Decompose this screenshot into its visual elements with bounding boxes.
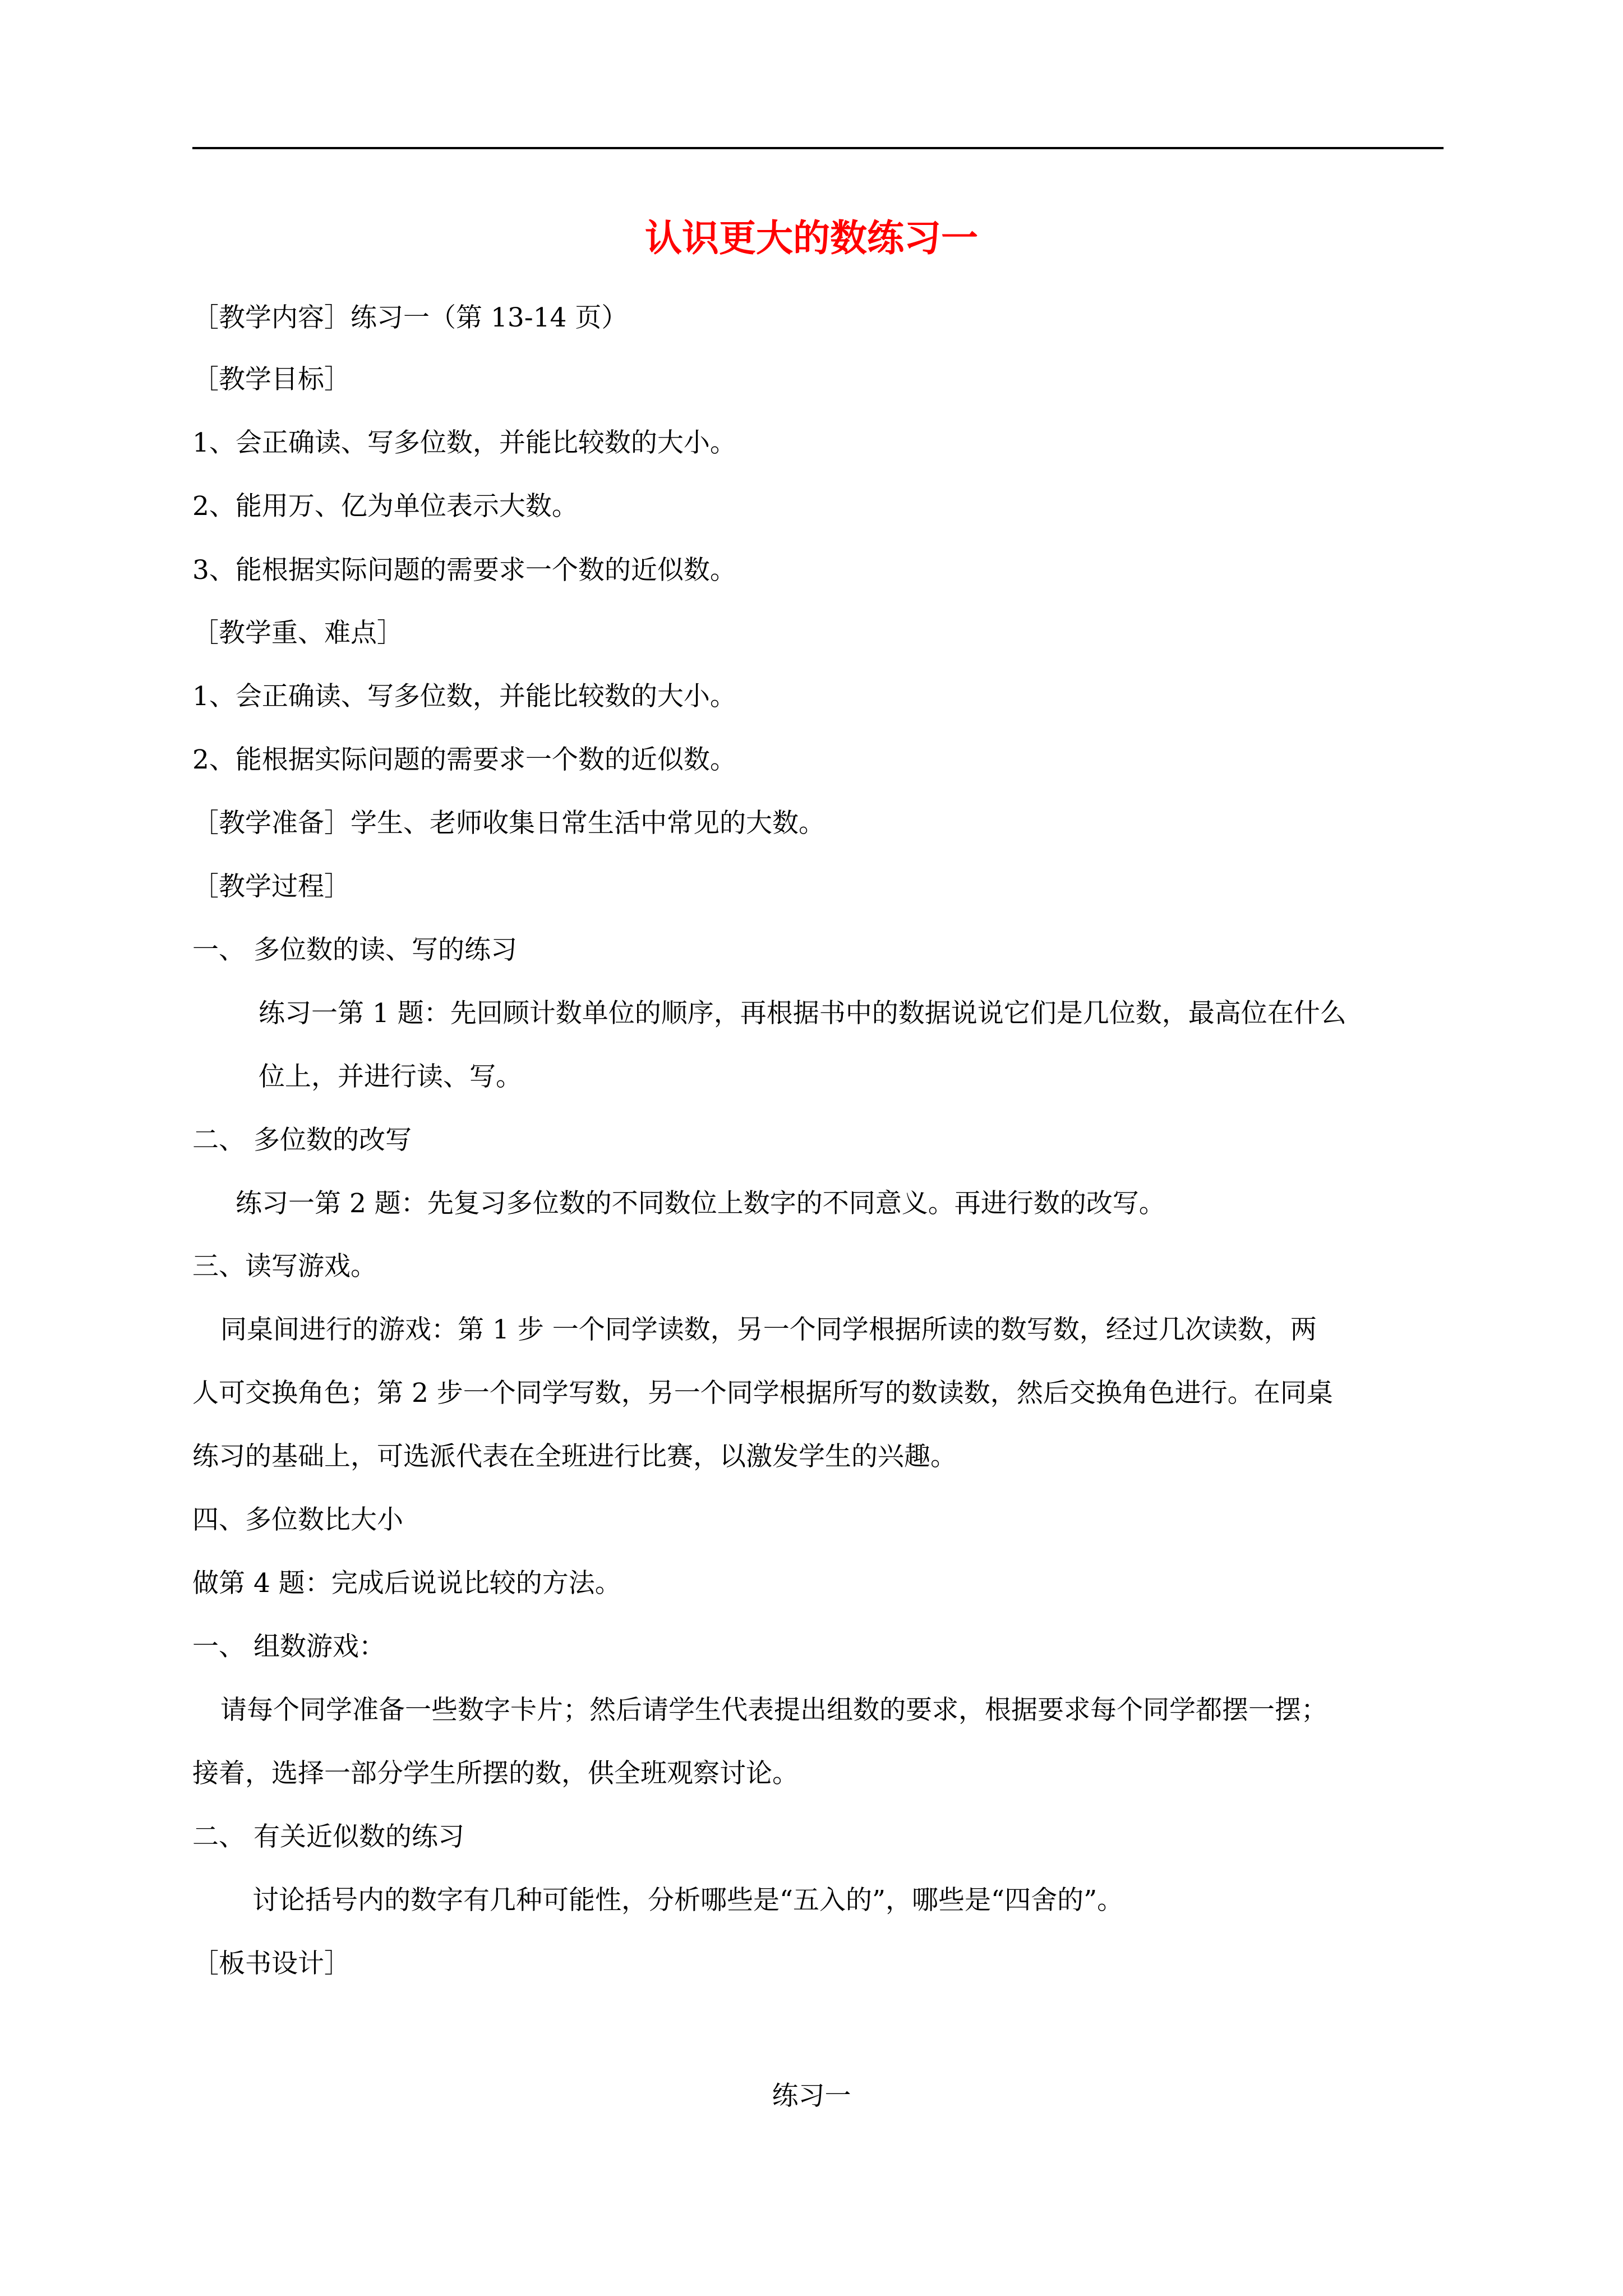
preparation-line: ［教学准备］学生、老师收集日常生活中常见的大数。 — [192, 808, 825, 839]
header-rule — [192, 147, 1444, 149]
board-design-heading: ［板书设计］ — [192, 1948, 351, 1979]
approximation-heading: 二、 有关近似数的练习 — [192, 1821, 464, 1852]
section-2-text: 练习一第 2 题：先复习多位数的不同数位上数字的不同意义。再进行数的改写。 — [236, 1188, 1165, 1219]
number-game-text-cont: 接着，选择一部分学生所摆的数，供全班观察讨论。 — [192, 1758, 799, 1789]
teaching-goals-heading: ［教学目标］ — [192, 364, 351, 395]
section-4-text: 做第 4 题：完成后说说比较的方法。 — [192, 1568, 621, 1599]
approximation-text: 讨论括号内的数字有几种可能性，分析哪些是“五入的”，哪些是“四舍的”。 — [252, 1885, 1124, 1916]
section-3-text-end: 练习的基础上，可选派代表在全班进行比赛，以激发学生的兴趣。 — [192, 1441, 957, 1472]
board-title: 练习一 — [772, 2081, 851, 2111]
section-3-heading: 三、读写游戏。 — [192, 1251, 377, 1282]
section-3-text: 同桌间进行的游戏：第 1 步 一个同学读数，另一个同学根据所读的数写数，经过几次读数，两 — [220, 1314, 1317, 1345]
key-point-2: 2、能根据实际问题的需要求一个数的近似数。 — [192, 744, 736, 775]
section-4-heading: 四、多位数比大小 — [192, 1504, 403, 1535]
document-title: 认识更大的数练习一 — [645, 217, 978, 260]
goal-item-1: 1、会正确读、写多位数，并能比较数的大小。 — [192, 427, 736, 458]
section-1-text-cont: 位上，并进行读、写。 — [259, 1061, 522, 1092]
number-game-heading: 一、 组数游戏： — [192, 1631, 385, 1662]
number-game-text: 请每个同学准备一些数字卡片；然后请学生代表提出组数的要求，根据要求每个同学都摆一摆； — [220, 1695, 1327, 1726]
process-heading: ［教学过程］ — [192, 871, 351, 902]
section-3-text-cont: 人可交换角色；第 2 步一个同学写数，另一个同学根据所写的数读数，然后交换角色进行。在同桌 — [192, 1378, 1333, 1409]
section-1-heading: 一、 多位数的读、写的练习 — [192, 935, 517, 965]
key-points-heading: ［教学重、难点］ — [192, 618, 403, 648]
goal-item-2: 2、能用万、亿为单位表示大数。 — [192, 491, 578, 522]
section-2-heading: 二、 多位数的改写 — [192, 1125, 412, 1156]
section-1-text: 练习一第 1 题：先回顾计数单位的顺序，再根据书中的数据说说它们是几位数，最高位在什么 — [259, 998, 1347, 1029]
goal-item-3: 3、能根据实际问题的需要求一个数的近似数。 — [192, 555, 736, 586]
teaching-content-line: ［教学内容］练习一（第 13-14 页） — [192, 302, 628, 333]
key-point-1: 1、会正确读、写多位数，并能比较数的大小。 — [192, 681, 736, 712]
